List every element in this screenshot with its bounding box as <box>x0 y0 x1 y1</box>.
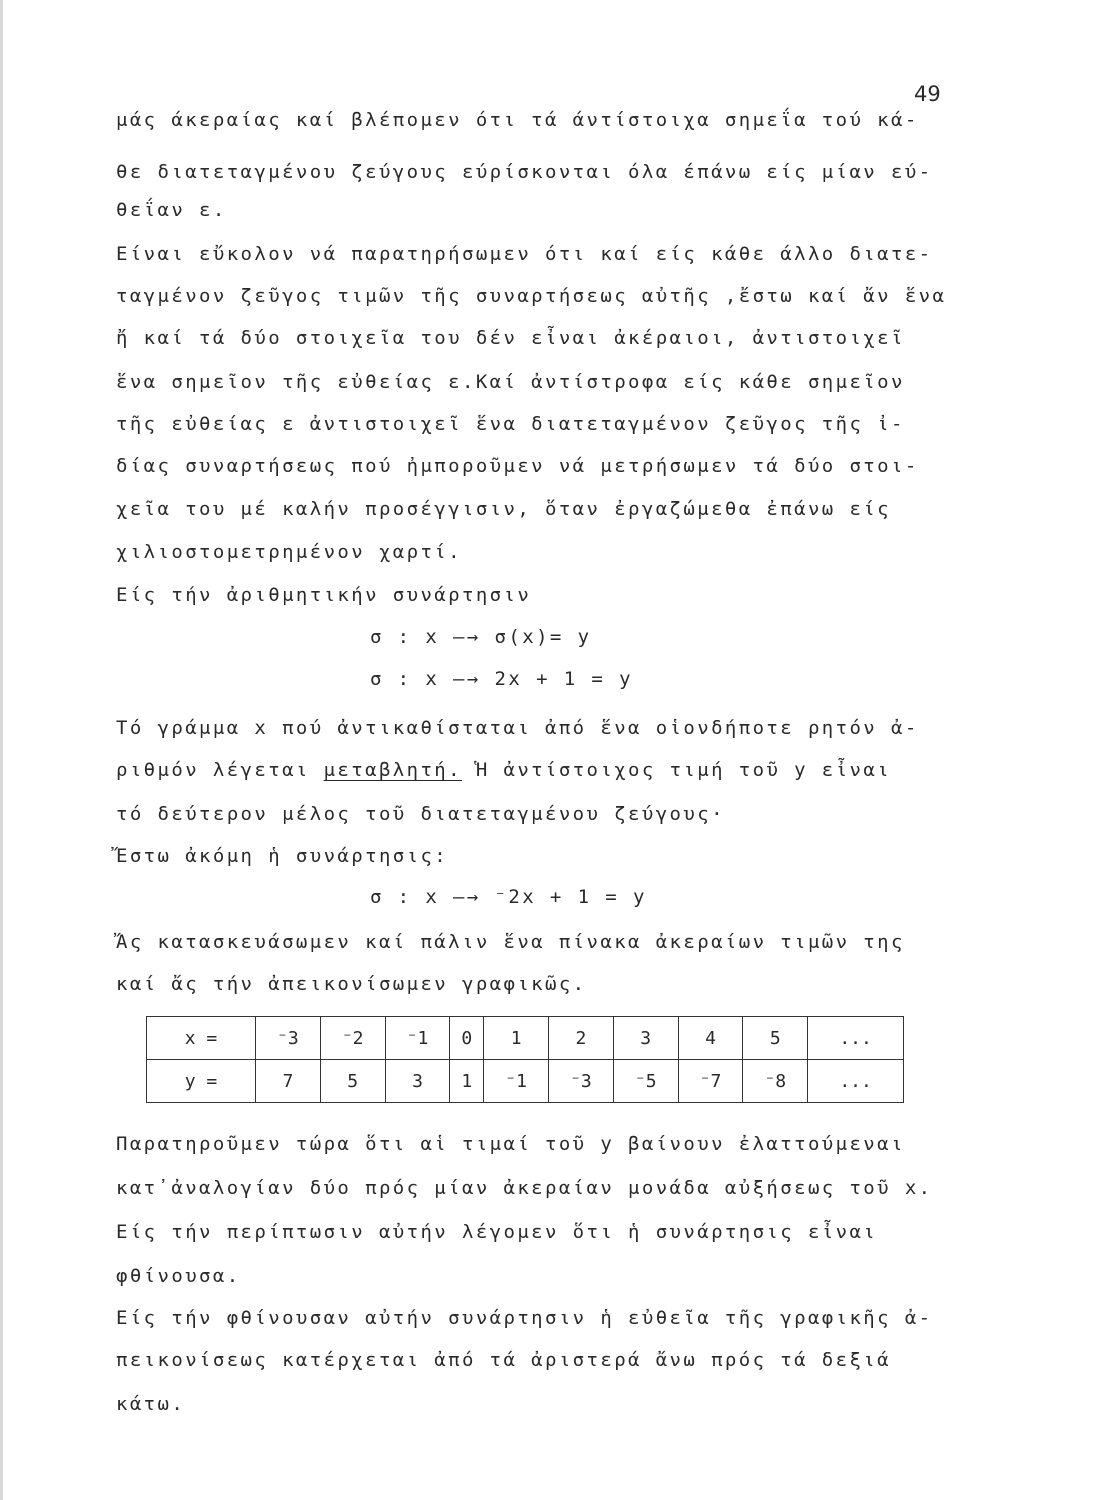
text-line: Ἔστω ἀκόμη ἡ συνάρτησις: <box>116 845 449 867</box>
term-variable: μεταβλητή. <box>323 759 462 781</box>
table-cell: 5 <box>743 1017 808 1060</box>
text-line: Παρατηροῦμεν τώρα ὅτι αἱ τιμαί τοῦ y βαίνουν ἐλαττούμεναι <box>116 1133 905 1155</box>
table-cell: ⁻8 <box>743 1060 808 1103</box>
table-cell: ... <box>808 1060 904 1103</box>
page-edge <box>0 0 3 1500</box>
table-cell: 2 <box>549 1017 614 1060</box>
x-label-cell: x = <box>147 1017 256 1060</box>
table-cell: ⁻1 <box>484 1060 549 1103</box>
table-cell: 7 <box>256 1060 321 1103</box>
text-line: Είναι εὔκολον νά παρατηρήσωμεν ότι καί είς κάθε άλλο διατε- <box>116 243 933 265</box>
table-cell: ⁻3 <box>549 1060 614 1103</box>
table-row-x <box>147 1017 904 1060</box>
text-line: ἕνα σημεῖον τῆς εὐθείας ε.Καί ἀντίστροφα είς κάθε σημεῖον <box>116 371 905 393</box>
text-line: φθίνουσα. <box>116 1265 241 1287</box>
y-label-cell: y = <box>147 1060 256 1103</box>
text-line: Είς τήν ἀριθμητικήν συνάρτησιν <box>116 584 532 606</box>
text-line: θε διατεταγμένου ζεύγους εύρίσκονται όλα έπάνω είς μίαν εύ- <box>116 161 933 183</box>
text-line: χεῖα του μέ καλήν προσέγγισιν, ὅταν ἐργαζώμεθα ἐπάνω είς <box>116 498 891 520</box>
table-cell: ... <box>808 1017 904 1060</box>
table-cell: ⁻5 <box>613 1060 678 1103</box>
text-line: κατ᾿ἀναλογίαν δύο πρός μίαν ἀκεραίαν μονάδα αὐξήσεως τοῦ x. <box>116 1177 933 1199</box>
text-line: πεικονίσεως κατέρχεται ἀπό τά ἀριστερά ἄνω πρός τά δεξιά <box>116 1349 891 1371</box>
text-line: καί ἄς τήν ἀπεικονίσωμεν γραφικῶς. <box>116 973 587 995</box>
table-cell: 4 <box>678 1017 743 1060</box>
formula-3: σ : x —→ ⁻2x + 1 = y <box>370 886 647 908</box>
table-cell: 1 <box>450 1060 484 1103</box>
text-line: ταγμένον ζεῦγος τιμῶν τῆς συναρτήσεως αὐτῆς ,ἔστω καί ἄν ἕνα <box>116 285 947 307</box>
text-line: τῆς εὐθείας ε ἀντιστοιχεῖ ἕνα διατεταγμένον ζεῦγος τῆς ἰ- <box>116 413 905 435</box>
text-line: μάς άκεραίας καί βλέπομεν ότι τά άντίστοιχα σημεΐα τού κά- <box>116 109 919 131</box>
text-line: Ἄς κατασκευάσωμεν καί πάλιν ἕνα πίνακα ἀκεραίων τιμῶν της <box>116 931 905 953</box>
text-line: χιλιοστομετρημένον χαρτί. <box>116 541 462 563</box>
table-cell: 1 <box>484 1017 549 1060</box>
text-line <box>116 758 966 782</box>
formula-1: σ : x —→ σ(x)= y <box>370 626 592 648</box>
text-line: Είς τήν περίπτωσιν αὐτήν λέγομεν ὅτι ἡ συνάρτησις εἶναι <box>116 1221 878 1243</box>
text-line: δίας συναρτήσεως πού ἠμποροῦμεν νά μετρήσωμεν τά δύο στοι- <box>116 455 919 477</box>
text-line: Τό γράμμα x πού ἀντικαθίσταται ἀπό ἕνα οἱονδήποτε ρητόν ἀ- <box>116 717 919 739</box>
text-span: ριθμόν λέγεται <box>116 759 324 781</box>
text-line: ἤ καί τά δύο στοιχεῖα του δέν εἶναι ἀκέραιοι, ἀντιστοιχεῖ <box>116 327 905 349</box>
formula-2: σ : x —→ 2x + 1 = y <box>370 668 633 690</box>
page-number: 49 <box>914 82 941 106</box>
table-cell: ⁻3 <box>256 1017 321 1060</box>
text-line: Είς τήν φθίνουσαν αὐτήν συνάρτησιν ἡ εὐθεῖα τῆς γραφικῆς ἀ- <box>116 1307 933 1329</box>
table-row-y <box>147 1060 904 1103</box>
table-cell: 0 <box>450 1017 484 1060</box>
text-line: θεΐαν ε. <box>116 199 227 221</box>
text-line: κάτω. <box>116 1393 186 1415</box>
table-cell: 3 <box>613 1017 678 1060</box>
table-cell: ⁻2 <box>320 1017 385 1060</box>
text-span: Ἡ ἀντίστοιχος τιμή τοῦ y εἶναι <box>461 759 891 781</box>
table-cell: ⁻1 <box>385 1017 450 1060</box>
table-cell: 5 <box>320 1060 385 1103</box>
text-line: τό δεύτερον μέλος τοῦ διατεταγμένου ζεύγους· <box>116 803 725 825</box>
values-table <box>146 1016 904 1103</box>
table-cell: ⁻7 <box>678 1060 743 1103</box>
table-cell: 3 <box>385 1060 450 1103</box>
